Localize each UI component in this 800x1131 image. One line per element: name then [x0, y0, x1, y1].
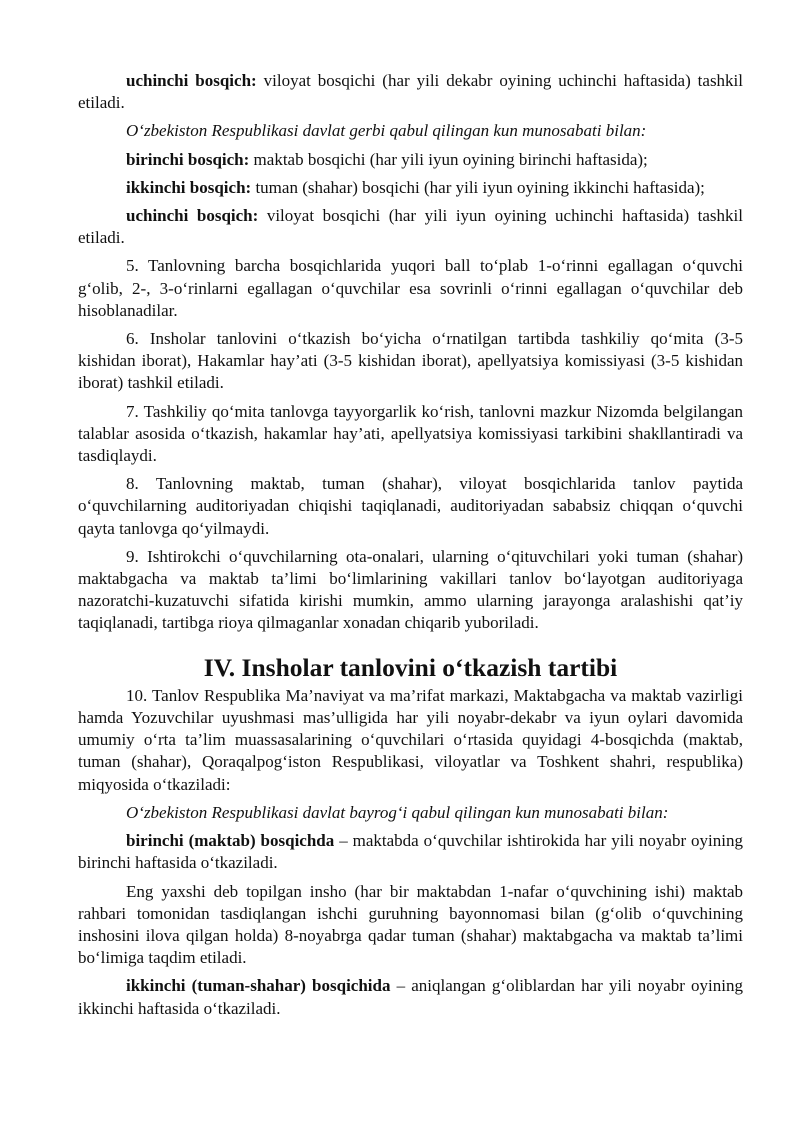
paragraph-item-5: 5. Tanlovning barcha bosqichlarida yuqori ball to‘plab 1-o‘rinni egallagan o‘quvchi g‘olib, 2-, 3-o‘rinlarni egallagan o‘quvchilar esa sovrinli o‘rinni egallagan o‘quvchilar deb hisoblanadilar.: [78, 256, 743, 320]
paragraph-district-stage: [78, 975, 743, 1019]
paragraph-emblem-occasion: O‘zbekiston Respublikasi davlat gerbi qabul qilingan kun munosabati bilan:: [126, 121, 647, 141]
paragraph-lead: uchinchi bosqich:: [126, 71, 257, 90]
paragraph-stage-2-june: [78, 177, 743, 199]
paragraph-text: viloyat bosqichi (har yili dekabr oyining uchinchi haftasida) tashkil etiladi.: [78, 71, 744, 113]
paragraph-school-stage: [78, 830, 743, 874]
paragraph-lead: birinchi (maktab) bosqichda: [126, 831, 335, 851]
paragraph-item-7: 7. Tashkiliy qo‘mita tanlovga tayyorgarlik ko‘rish, tanlovni mazkur Nizomda belgilangan talablar asosida o‘tkazish, hakamlar hay’ati, apellyatsiya komissiyasi tarkibini shakllantiradi va tasdiqlaydi.: [78, 401, 743, 466]
paragraph-lead: uchinchi bosqich:: [126, 206, 259, 226]
paragraph-lead: birinchi bosqich:: [126, 149, 250, 169]
paragraph-text: – aniqlangan g‘oliblardan har yili noyabr oyining ikkinchi haftasida o‘tkaziladi.: [78, 976, 743, 1018]
paragraph-text: viloyat bosqichi (har yili iyun oyining uchinchi haftasida) tashkil etiladi.: [78, 206, 743, 248]
paragraph-lead: ikkinchi (tuman-shahar) bosqichida: [126, 976, 391, 996]
paragraph-lead: ikkinchi bosqich:: [126, 177, 252, 197]
paragraph-stage-3-december: [78, 70, 743, 114]
paragraph-flag-occasion: O‘zbekiston Respublikasi davlat bayrog‘i qabul qilingan kun munosabati bilan:: [126, 802, 669, 822]
paragraph-item-8: 8. Tanlovning maktab, tuman (shahar), viloyat bosqichlarida tanlov paytida o‘quvchilarning auditoriyadan chiqishi taqiqlanadi, auditoriyadan sababsiz chiqqan o‘quvchi qayta tanlovga qo‘yilmaydi.: [78, 474, 743, 538]
paragraph-text: tuman (shahar) bosqichi (har yili iyun oyining ikkinchi haftasida);: [251, 177, 705, 197]
paragraph-stage-1-june: [78, 149, 743, 171]
paragraph-item-6: 6. Insholar tanlovini o‘tkazish bo‘yicha o‘rnatilgan tartibda tashkiliy qo‘mita (3-5 kishidan iborat), Hakamlar hay’ati (3-5 kishidan iborat), apellyatsiya komissiyasi (3-5 kishidan iborat) tashkil etiladi.: [78, 329, 743, 393]
paragraph-best-essay: Eng yaxshi deb topilgan insho (har bir maktabdan 1-nafar o‘quvchining ishi) maktab rahbari tomonidan tasdiqlangan ishchi guruhning bayonnomasi bilan (g‘olib o‘quvchining inshosini ilova qilgan holda) 8-noyabrga qadar tuman (shahar) maktabgacha va maktab ta’limi bo‘limiga taqdim etiladi.: [78, 881, 743, 968]
paragraph-stage-3-june: [78, 205, 743, 249]
paragraph-item-9: 9. Ishtirokchi o‘quvchilarning ota-onalari, ularning o‘qituvchilari yoki tuman (shahar) maktabgacha va maktab ta’limi bo‘limlarining vakillari tanlov bo‘layotgan auditoriyaga nazoratchi-kuzatuvchi sifatida kirishi mumkin, ammo ularning jarayonga aralashishi qat’iy taqiqlanadi, tartibga rioya qilmaganlar xonadan chiqarib yuboriladi.: [78, 546, 743, 633]
section-heading: IV. Insholar tanlovini o‘tkazish tartibi: [203, 652, 618, 682]
paragraph-item-10: 10. Tanlov Respublika Ma’naviyat va ma’rifat markazi, Maktabgacha va maktab vazirligi hamda Yozuvchilar uyushmasi mas’ulligida har yili noyabr-dekabr va iyun oylari davomida umumiy o‘rta ta’lim muassasalarining o‘quvchilari o‘rtasida quyidagi 4-bosqichda (maktab, tuman (shahar), Qoraqalpog‘iston Respublikasi, viloyatlar va Toshkent shahri, respublika) miqyosida o‘tkaziladi:: [78, 685, 743, 794]
paragraph-text: – maktabda o‘quvchilar ishtirokida har yili noyabr oyining birinchi haftasida o‘tkaziladi.: [78, 831, 743, 873]
paragraph-text: maktab bosqichi (har yili iyun oyining birinchi haftasida);: [249, 149, 648, 169]
